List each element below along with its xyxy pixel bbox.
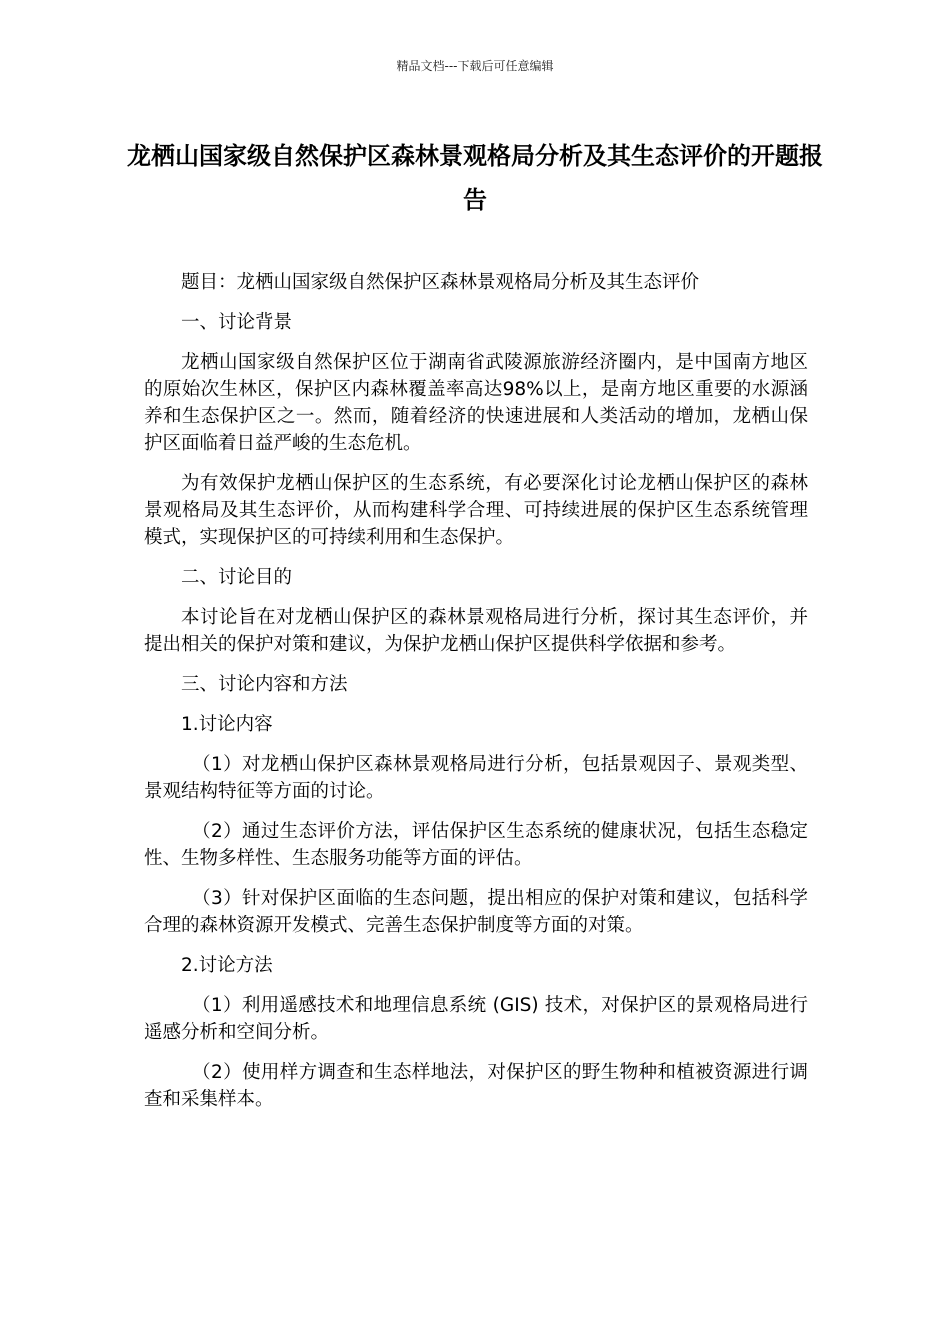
- section-heading-content-methods: 三、讨论内容和方法: [181, 674, 348, 695]
- purpose-paragraph: 本讨论旨在对龙栖山保护区的森林景观格局进行分析，探讨其生态评价，并提出相关的保护对策和建议，为保护龙栖山保护区提供科学依据和参考。: [144, 607, 808, 655]
- page-header: 精品文档---下载后可任意编辑: [396, 59, 554, 73]
- document-body: [144, 269, 808, 1126]
- subheading-content: 1.讨论内容: [181, 714, 273, 735]
- content-item-1: （1）对龙栖山保护区森林景观格局进行分析，包括景观因子、景观类型、景观结构特征等方面的讨论。: [144, 754, 808, 802]
- background-paragraph-2: 为有效保护龙栖山保护区的生态系统，有必要深化讨论龙栖山保护区的森林景观格局及其生态评价，从而构建科学合理、可持续进展的保护区生态系统管理模式，实现保护区的可持续利用和生态保护。: [144, 473, 808, 548]
- section-heading-purpose: 二、讨论目的: [181, 567, 293, 588]
- content-item-3: （3）针对保护区面临的生态问题，提出相应的保护对策和建议，包括科学合理的森林资源开发模式、完善生态保护制度等方面的对策。: [144, 888, 808, 936]
- method-item-1: （1）利用遥感技术和地理信息系统 (GIS) 技术，对保护区的景观格局进行遥感分析和空间分析。: [144, 995, 808, 1043]
- method-item-2: （2）使用样方调查和生态样地法，对保护区的野生物种和植被资源进行调查和采集样本。: [144, 1062, 808, 1110]
- document-title: 龙栖山国家级自然保护区森林景观格局分析及其生态评价的开题报告: [127, 142, 823, 214]
- background-paragraph-1: 龙栖山国家级自然保护区位于湖南省武陵源旅游经济圈内，是中国南方地区的原始次生林区，保护区内森林覆盖率高达98%以上，是南方地区重要的水源涵养和生态保护区之一。然而，随着经济的快速进展和人类活动的增加，龙栖山保护区面临着日益严峻的生态危机。: [144, 352, 808, 454]
- section-heading-background: 一、讨论背景: [181, 312, 293, 333]
- content-item-2: （2）通过生态评价方法，评估保护区生态系统的健康状况，包括生态稳定性、生物多样性、生态服务功能等方面的评估。: [144, 821, 808, 869]
- topic-line: 题目：龙栖山国家级自然保护区森林景观格局分析及其生态评价: [181, 272, 700, 293]
- subheading-methods: 2.讨论方法: [181, 955, 273, 976]
